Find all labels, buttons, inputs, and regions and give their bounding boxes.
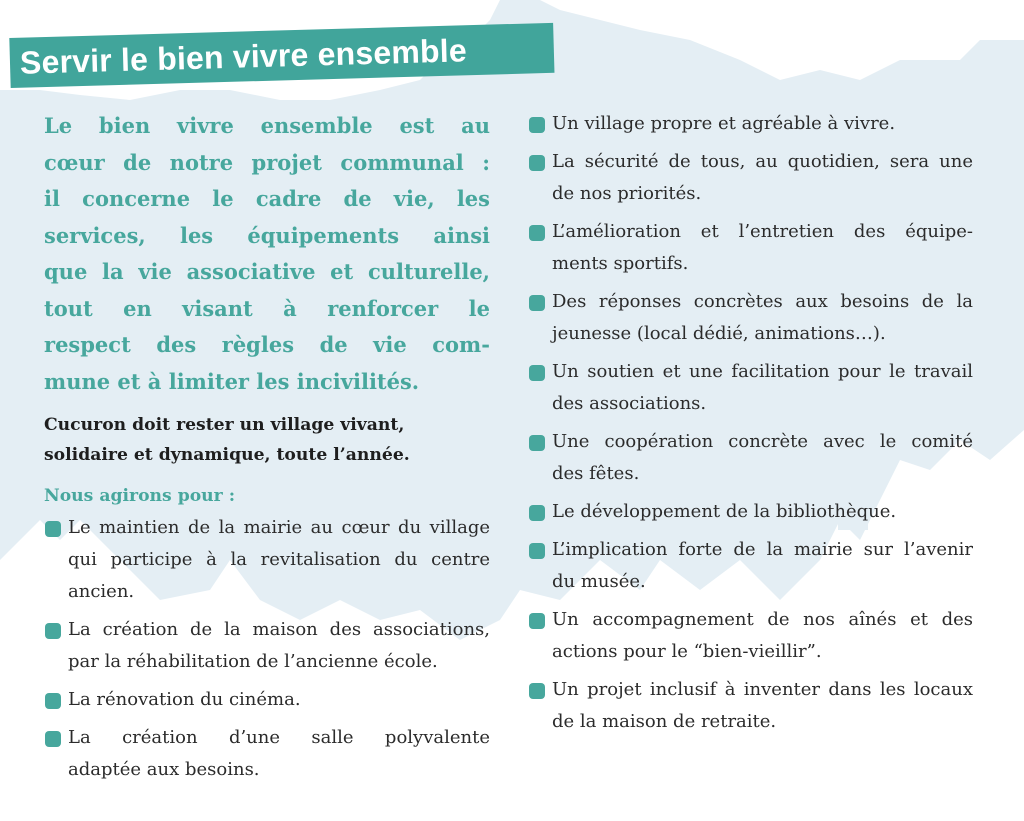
list-item — [44, 684, 490, 716]
left-action-list — [44, 512, 490, 786]
list-item-line: Des réponses concrètes aux besoins de la — [552, 291, 973, 312]
intro-line: respect des règles de vie com- — [44, 332, 490, 357]
list-item — [44, 512, 490, 608]
intro-line: que la vie associative et culturelle, — [44, 259, 490, 284]
list-item — [528, 426, 973, 490]
bullet-icon — [529, 295, 545, 311]
list-item-text — [552, 534, 973, 598]
intro-line: services, les équipements ainsi — [44, 222, 490, 248]
list-item-line: Un village propre et agréable à vivre. — [552, 113, 896, 134]
actions-subheading: Nous agirons pour : — [44, 486, 236, 506]
list-item-line: Un accompagnement de nos aînés et des — [552, 609, 973, 630]
list-item-text — [68, 512, 490, 608]
bullet-icon — [529, 683, 545, 699]
list-item-line: La création de la maison des associations, — [68, 619, 490, 640]
list-item-line: de la maison de retraite. — [552, 711, 777, 732]
list-item-text — [552, 604, 973, 668]
list-item-text — [552, 356, 973, 420]
list-item-text — [552, 146, 973, 210]
list-item-text — [552, 496, 973, 528]
list-item — [528, 674, 973, 738]
list-item — [44, 614, 490, 678]
list-item-line: du musée. — [552, 571, 646, 592]
left-column — [44, 108, 490, 786]
list-item-text — [552, 674, 973, 738]
bullet-icon — [529, 435, 545, 451]
list-item-line: La rénovation du cinéma. — [68, 689, 301, 710]
list-item-line: L’implication forte de la mairie sur l’avenir — [552, 539, 973, 560]
bullet-icon — [529, 543, 545, 559]
list-item-text — [552, 426, 973, 490]
list-item-text — [68, 614, 490, 678]
intro-line: Le bien vivre ensemble est au — [44, 113, 490, 138]
list-item-line: Le développement de la bibliothèque. — [552, 501, 897, 522]
statement-line: solidaire et dynamique, toute l’année. — [44, 445, 410, 465]
list-item-text — [552, 286, 973, 350]
bullet-icon — [529, 225, 545, 241]
list-item-line: jeunesse (local dédié, animations…). — [552, 323, 886, 344]
list-item — [528, 286, 973, 350]
statement-line: Cucuron doit rester un village vivant, — [44, 415, 405, 435]
bullet-icon — [45, 623, 61, 639]
list-item-line: L’amélioration et l’entretien des équipe- — [552, 221, 973, 242]
bullet-icon — [45, 693, 61, 709]
list-item-line: La création d’une salle polyvalente — [68, 727, 490, 748]
list-item-line: Une coopération concrète avec le comité — [552, 431, 973, 452]
list-item-line: par la réhabilitation de l’ancienne école. — [68, 651, 438, 672]
intro-paragraph — [44, 108, 490, 400]
list-item-line: Un soutien et une facilitation pour le travail — [552, 361, 973, 382]
bullet-icon — [529, 505, 545, 521]
list-item — [528, 356, 973, 420]
list-item — [528, 146, 973, 210]
intro-line: tout en visant à renforcer le — [44, 295, 490, 321]
bullet-icon — [529, 155, 545, 171]
list-item — [528, 496, 973, 528]
right-column — [528, 108, 973, 738]
list-item-line: de nos priorités. — [552, 183, 702, 204]
list-item-line: qui participe à la revitalisation du centre — [68, 549, 490, 570]
list-item — [528, 108, 973, 140]
list-item-line: actions pour le “bien-vieillir”. — [552, 641, 822, 662]
key-statement — [44, 410, 490, 470]
intro-line: mune et à limiter les incivilités. — [44, 368, 420, 394]
bullet-icon — [45, 731, 61, 747]
list-item-text — [552, 108, 973, 140]
bullet-icon — [529, 117, 545, 133]
right-action-list — [528, 108, 973, 738]
list-item — [528, 216, 973, 280]
bullet-icon — [529, 365, 545, 381]
intro-line: cœur de notre projet communal : — [44, 149, 490, 175]
list-item-line: adaptée aux besoins. — [68, 759, 260, 780]
list-item-line: des fêtes. — [552, 463, 640, 484]
list-item — [528, 534, 973, 598]
bullet-icon — [529, 613, 545, 629]
list-item-line: ancien. — [68, 581, 135, 602]
bullet-icon — [45, 521, 61, 537]
page-title: Servir le bien vivre ensemble — [19, 31, 468, 81]
list-item-line: La sécurité de tous, au quotidien, sera une — [552, 151, 973, 172]
list-item-text — [552, 216, 973, 280]
list-item — [44, 722, 490, 786]
list-item-line: Le maintien de la mairie au cœur du village — [68, 517, 490, 538]
list-item-text — [68, 684, 490, 716]
list-item-line: des associations. — [552, 393, 707, 414]
list-item-text — [68, 722, 490, 786]
intro-line: il concerne le cadre de vie, les — [44, 186, 490, 211]
list-item-line: ments sportifs. — [552, 253, 689, 274]
list-item — [528, 604, 973, 668]
list-item-line: Un projet inclusif à inventer dans les locaux — [552, 679, 973, 700]
